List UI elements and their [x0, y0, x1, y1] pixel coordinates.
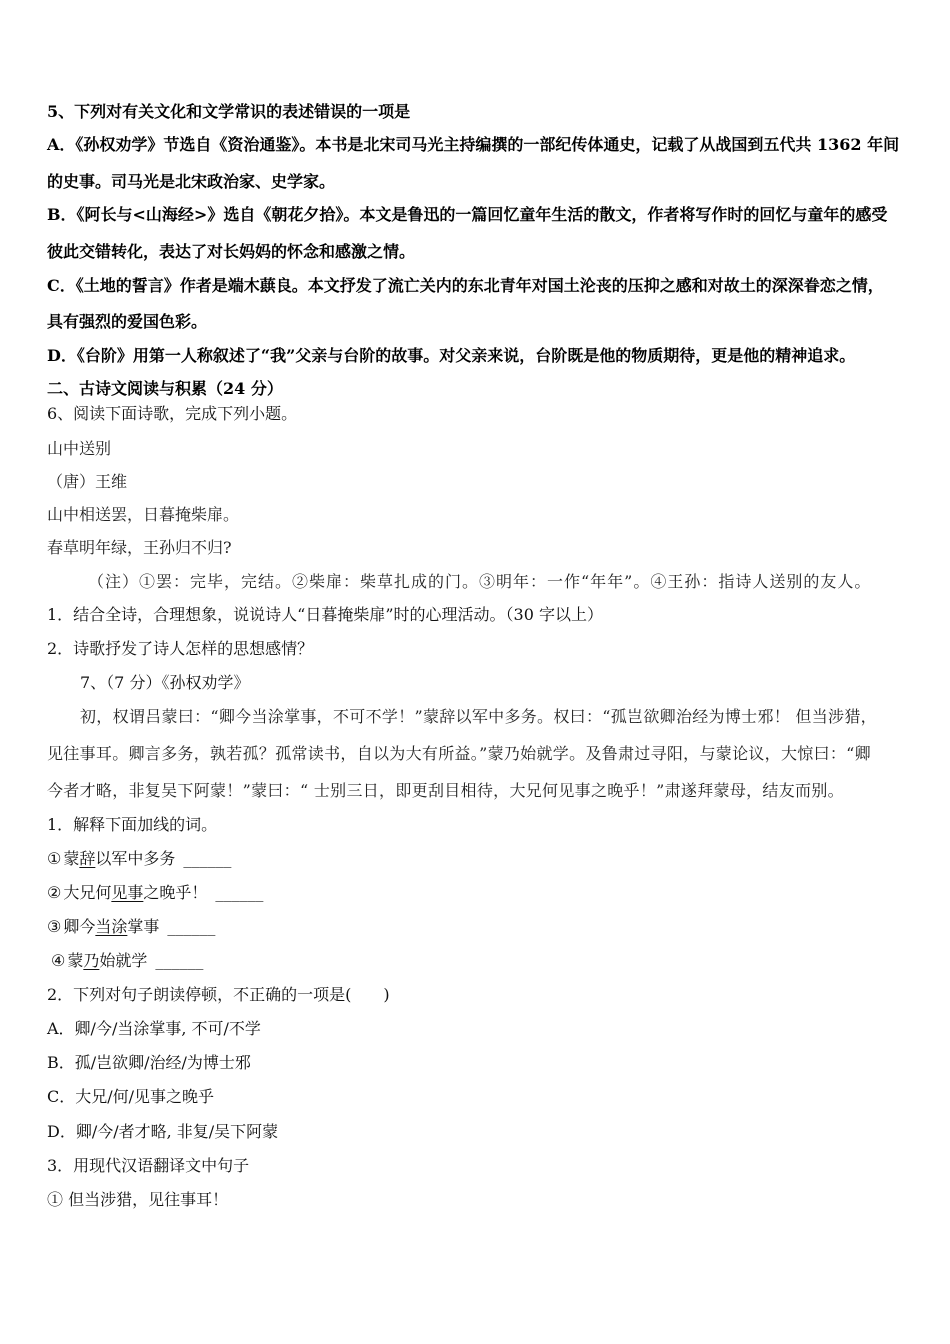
poem-line-2: 春草明年绿，王孙归不归?	[47, 538, 232, 557]
q5-stem: 5、下列对有关文化和文学常识的表述错误的一项是	[47, 102, 411, 121]
q7-sub2-option-c: C．大兄/何/见事之晚乎	[47, 1087, 215, 1106]
q6-sub-question-2: 2．诗歌抒发了诗人怎样的思想感情？	[47, 639, 314, 658]
q7-sub1-prompt: 1．解释下面加线的词。	[47, 815, 218, 834]
q5-option-a-line-2: 的史事。司马光是北宋政治家、史学家。	[47, 172, 336, 191]
underlined-word: 乃	[83, 951, 100, 970]
item-text-after: 之晚乎！	[143, 883, 208, 902]
q5-option-b-line-1: B．《阿长与<山海经>》选自《朝花夕拾》。本文是鲁迅的一篇回忆童年生活的散文，作者将写作时的回忆与童年的感受	[47, 205, 888, 224]
poem-title: 山中送别	[47, 439, 112, 458]
q5-option-b-line-2: 彼此交错转化，表达了对长妈妈的怀念和感激之情。	[47, 242, 416, 261]
vocab-item-4	[51, 951, 203, 971]
q6-sub-question-1: 1．结合全诗，合理想象，说说诗人“日暮掩柴扉”时的心理活动。（30 字以上）	[47, 605, 603, 624]
q5-option-c-line-1: C．《土地的誓言》作者是端木蕻良。本文抒发了流亡关内的东北青年对国土沦丧的压抑之感和对故土的深深眷恋之情，	[47, 276, 884, 295]
section-heading: 二、古诗文阅读与积累（24 分）	[47, 379, 283, 398]
underlined-word: 辞	[79, 849, 96, 868]
q6-stem: 6、阅读下面诗歌，完成下列小题。	[47, 404, 298, 423]
item-text-before: 蒙	[67, 951, 84, 970]
vocab-item-2	[47, 883, 263, 903]
poem-author: （唐）王维	[47, 472, 128, 491]
q7-sub2-prompt: 2．下列对句子朗读停顿，不正确的一项是( )	[47, 985, 390, 1004]
item-text-before: 大兄何	[63, 883, 112, 902]
underlined-word: 见事	[111, 883, 144, 902]
q7-sub2-option-a: A．卿/今/当涂掌事, 不可/不学	[47, 1019, 261, 1038]
answer-blank: ______	[167, 917, 216, 936]
vocab-item-1	[47, 849, 231, 869]
answer-blank: ______	[183, 849, 232, 868]
passage-line-2: 见往事耳。卿言多务，孰若孤？孤常读书，自以为大有所益。”蒙乃始就学。及鲁肃过寻阳，与蒙论议，大惊曰：“卿	[47, 744, 871, 763]
item-number: ②	[47, 883, 62, 902]
q7-sub2-option-d: D．卿/今/者才略, 非复/吴下阿蒙	[47, 1122, 279, 1141]
q5-option-d-line-1: D．《台阶》用第一人称叙述了“我”父亲与台阶的故事。对父亲来说，台阶既是他的物质期待，更是他的精神追求。	[47, 346, 856, 365]
q7-sub2-option-b: B．孤/岂欲卿/治经/为博士邪	[47, 1053, 251, 1072]
q5-option-a-line-1: A．《孙权劝学》节选自《资治通鉴》。本书是北宋司马光主持编撰的一部纪传体通史，记载了从战国到五代共 1362 年间	[47, 135, 900, 154]
underlined-word: 当涂	[95, 917, 128, 936]
passage-line-3: 今者才略，非复吴下阿蒙！”蒙曰：“ 士别三日，即更刮目相待，大兄何见事之晚乎！”肃遂拜蒙母，结友而别。	[47, 781, 844, 800]
q7-stem: 7、（7 分）《孙权劝学》	[80, 673, 250, 692]
poem-note: （注）①罢：完毕，完结。②柴扉：柴草扎成的门。③明年：一作“年年”。④王孙：指诗人送别的友人。	[88, 572, 872, 591]
item-text-after: 始就学	[99, 951, 148, 970]
q7-sub3-prompt: 3．用现代汉语翻译文中句子	[47, 1156, 250, 1175]
passage-line-1: 初，权谓吕蒙曰：“卿今当涂掌事，不可不学！”蒙辞以军中多务。权曰：“孤岂欲卿治经为博士邪！ 但当涉猎，	[80, 707, 877, 726]
answer-blank: ______	[155, 951, 204, 970]
item-text-before: 卿今	[63, 917, 96, 936]
item-text-after: 掌事	[127, 917, 160, 936]
vocab-item-3	[47, 917, 215, 937]
poem-line-1: 山中相送罢，日暮掩柴扉。	[47, 505, 240, 524]
item-number: ①	[47, 849, 62, 868]
item-number: ③	[47, 917, 62, 936]
item-text-before: 蒙	[63, 849, 80, 868]
q7-sub3-item-1: ① 但当涉猎，见往事耳！	[47, 1190, 229, 1209]
q5-option-c-line-2: 具有强烈的爱国色彩。	[47, 312, 208, 331]
item-text-after: 以军中多务	[95, 849, 176, 868]
answer-blank: ______	[215, 883, 264, 902]
item-number: ④	[51, 951, 66, 970]
